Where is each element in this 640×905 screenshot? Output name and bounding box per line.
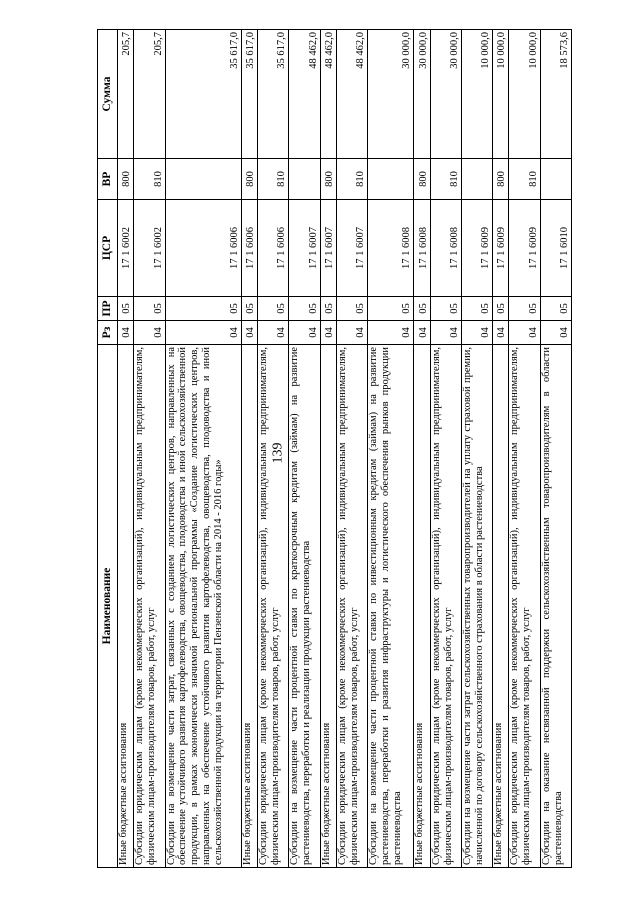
row-name: Субсидии на возмещение части затрат сельскохозяйственных товаропроизводителей на уплату страховой премии, начисленной по договору сельскохозяйственного страхования в области растениеводства [461, 345, 492, 868]
row-csr: 17 1 6008 [430, 200, 461, 297]
page-number: 139 [270, 442, 286, 464]
row-csr: 17 1 6010 [540, 200, 571, 297]
row-pr: 05 [165, 297, 241, 321]
row-pr: 05 [493, 297, 509, 321]
row-vr: 800 [414, 159, 430, 200]
row-rz: 04 [493, 321, 509, 345]
row-sum: 10 000,0 [461, 30, 492, 159]
row-vr: 810 [134, 159, 165, 200]
header-pr: ПР [98, 297, 118, 321]
row-pr: 05 [461, 297, 492, 321]
row-vr [540, 159, 571, 200]
table-row [258, 30, 289, 868]
row-csr: 17 1 6002 [134, 200, 165, 297]
table-row [414, 30, 430, 868]
row-name: Субсидии юридическим лицам (кроме некоммерческих организаций), индивидуальным предпринимателям, физическим лицам-производителям товаров, работ, услуг [509, 345, 540, 868]
row-sum: 48 462,0 [320, 30, 336, 159]
table-row [320, 30, 336, 868]
row-name: Субсидии юридическим лицам (кроме некоммерческих организаций), индивидуальным предпринимателям, физическим лицам-производителям товаров, работ, услуг [134, 345, 165, 868]
row-name: Субсидии юридическим лицам (кроме некоммерческих организаций), индивидуальным предпринимателям, физическим лицам-производителям товаров, работ, услуг [336, 345, 367, 868]
row-name: Иные бюджетные ассигнования [241, 345, 257, 868]
row-vr: 800 [118, 159, 134, 200]
row-sum: 30 000,0 [414, 30, 430, 159]
row-pr: 05 [241, 297, 257, 321]
row-rz: 04 [320, 321, 336, 345]
row-csr: 17 1 6006 [258, 200, 289, 297]
row-vr: 800 [241, 159, 257, 200]
row-csr: 17 1 6008 [368, 200, 414, 297]
row-vr: 800 [493, 159, 509, 200]
row-rz: 04 [336, 321, 367, 345]
row-pr: 05 [134, 297, 165, 321]
row-pr: 05 [540, 297, 571, 321]
header-name: Наименование [98, 345, 118, 868]
row-pr: 05 [414, 297, 430, 321]
row-pr: 05 [118, 297, 134, 321]
table-row [461, 30, 492, 868]
row-sum: 205,7 [134, 30, 165, 159]
row-sum: 48 462,0 [336, 30, 367, 159]
table-row [241, 30, 257, 868]
row-sum: 10 000,0 [493, 30, 509, 159]
row-sum: 35 617,0 [241, 30, 257, 159]
row-rz: 04 [509, 321, 540, 345]
table-row [493, 30, 509, 868]
row-vr: 800 [320, 159, 336, 200]
row-csr: 17 1 6007 [289, 200, 320, 297]
row-vr [165, 159, 241, 200]
row-pr: 05 [336, 297, 367, 321]
row-vr [289, 159, 320, 200]
row-rz: 04 [414, 321, 430, 345]
table-row [118, 30, 134, 868]
row-csr: 17 1 6002 [118, 200, 134, 297]
row-sum: 35 617,0 [165, 30, 241, 159]
row-rz: 04 [289, 321, 320, 345]
row-vr [368, 159, 414, 200]
row-sum: 30 000,0 [368, 30, 414, 159]
row-name: Субсидии на оказание несвязанной поддержки сельскохозяйственным товаропроизводителям в области растениеводства [540, 345, 571, 868]
row-pr: 05 [320, 297, 336, 321]
table-row [540, 30, 571, 868]
row-pr: 05 [509, 297, 540, 321]
row-pr: 05 [430, 297, 461, 321]
row-rz: 04 [241, 321, 257, 345]
row-pr: 05 [368, 297, 414, 321]
row-pr: 05 [258, 297, 289, 321]
row-csr: 17 1 6006 [241, 200, 257, 297]
row-vr: 810 [430, 159, 461, 200]
table-row [165, 30, 241, 868]
row-rz: 04 [258, 321, 289, 345]
header-csr: ЦСР [98, 200, 118, 297]
row-name: Субсидии юридическим лицам (кроме некоммерческих организаций), индивидуальным предпринимателям, физическим лицам-производителям товаров, работ, услуг [430, 345, 461, 868]
table-row [336, 30, 367, 868]
row-sum: 30 000,0 [430, 30, 461, 159]
row-sum: 48 462,0 [289, 30, 320, 159]
row-name: Субсидии юридическим лицам (кроме некоммерческих организаций), индивидуальным предпринимателям, физическим лицам-производителям товаров, работ, услуг [258, 345, 289, 868]
row-vr: 810 [258, 159, 289, 200]
row-sum: 18 573,6 [540, 30, 571, 159]
table-row [134, 30, 165, 868]
table-row [289, 30, 320, 868]
row-rz: 04 [540, 321, 571, 345]
row-sum: 205,7 [118, 30, 134, 159]
row-name: Иные бюджетные ассигнования [493, 345, 509, 868]
row-vr [461, 159, 492, 200]
row-csr: 17 1 6008 [414, 200, 430, 297]
rotated-table-wrapper [97, 30, 572, 868]
row-csr: 17 1 6007 [320, 200, 336, 297]
row-rz: 04 [430, 321, 461, 345]
row-name: Иные бюджетные ассигнования [414, 345, 430, 868]
row-csr: 17 1 6006 [165, 200, 241, 297]
header-vr: ВР [98, 159, 118, 200]
row-csr: 17 1 6007 [336, 200, 367, 297]
row-name: Субсидии на возмещение части затрат, связанных с созданием логистических центров, направленных на обеспечение устойчивого развития картофелеводства, овощеводства, плодоводства и иной сельскохозяйственной продукции, в рамках экономически значимой региональной программы «Создание логистических центров, направленных на обеспечение устойчивого развития картофелеводства, овощеводства, плодоводства и иной сельскохозяйственной продукции на территории Пензенской области на 2014 - 2016 годы» [165, 345, 241, 868]
row-name: Иные бюджетные ассигнования [320, 345, 336, 868]
table-row [509, 30, 540, 868]
row-vr: 810 [509, 159, 540, 200]
row-name: Иные бюджетные ассигнования [118, 345, 134, 868]
row-rz: 04 [134, 321, 165, 345]
row-name: Субсидии на возмещение части процентной ставки по краткосрочным кредитам (займам) на развитие растениеводства, переработки и реализации продукции растениеводства [289, 345, 320, 868]
row-csr: 17 1 6009 [509, 200, 540, 297]
header-rz: Рз [98, 321, 118, 345]
row-rz: 04 [165, 321, 241, 345]
table-header-row [98, 30, 118, 868]
row-rz: 04 [368, 321, 414, 345]
row-rz: 04 [461, 321, 492, 345]
row-rz: 04 [118, 321, 134, 345]
header-sum: Сумма [98, 30, 118, 159]
row-pr: 05 [289, 297, 320, 321]
table-body [118, 30, 572, 868]
row-csr: 17 1 6009 [461, 200, 492, 297]
budget-table [97, 29, 572, 868]
row-csr: 17 1 6009 [493, 200, 509, 297]
row-vr: 810 [336, 159, 367, 200]
row-name: Субсидии на возмещение части процентной ставки по инвестиционным кредитам (займам) на развитие растениеводства, переработки и развития инфраструктуры и логистического обеспечения рынков продукции растениеводства [368, 345, 414, 868]
table-row [368, 30, 414, 868]
row-sum: 35 617,0 [258, 30, 289, 159]
row-sum: 10 000,0 [509, 30, 540, 159]
table-row [430, 30, 461, 868]
